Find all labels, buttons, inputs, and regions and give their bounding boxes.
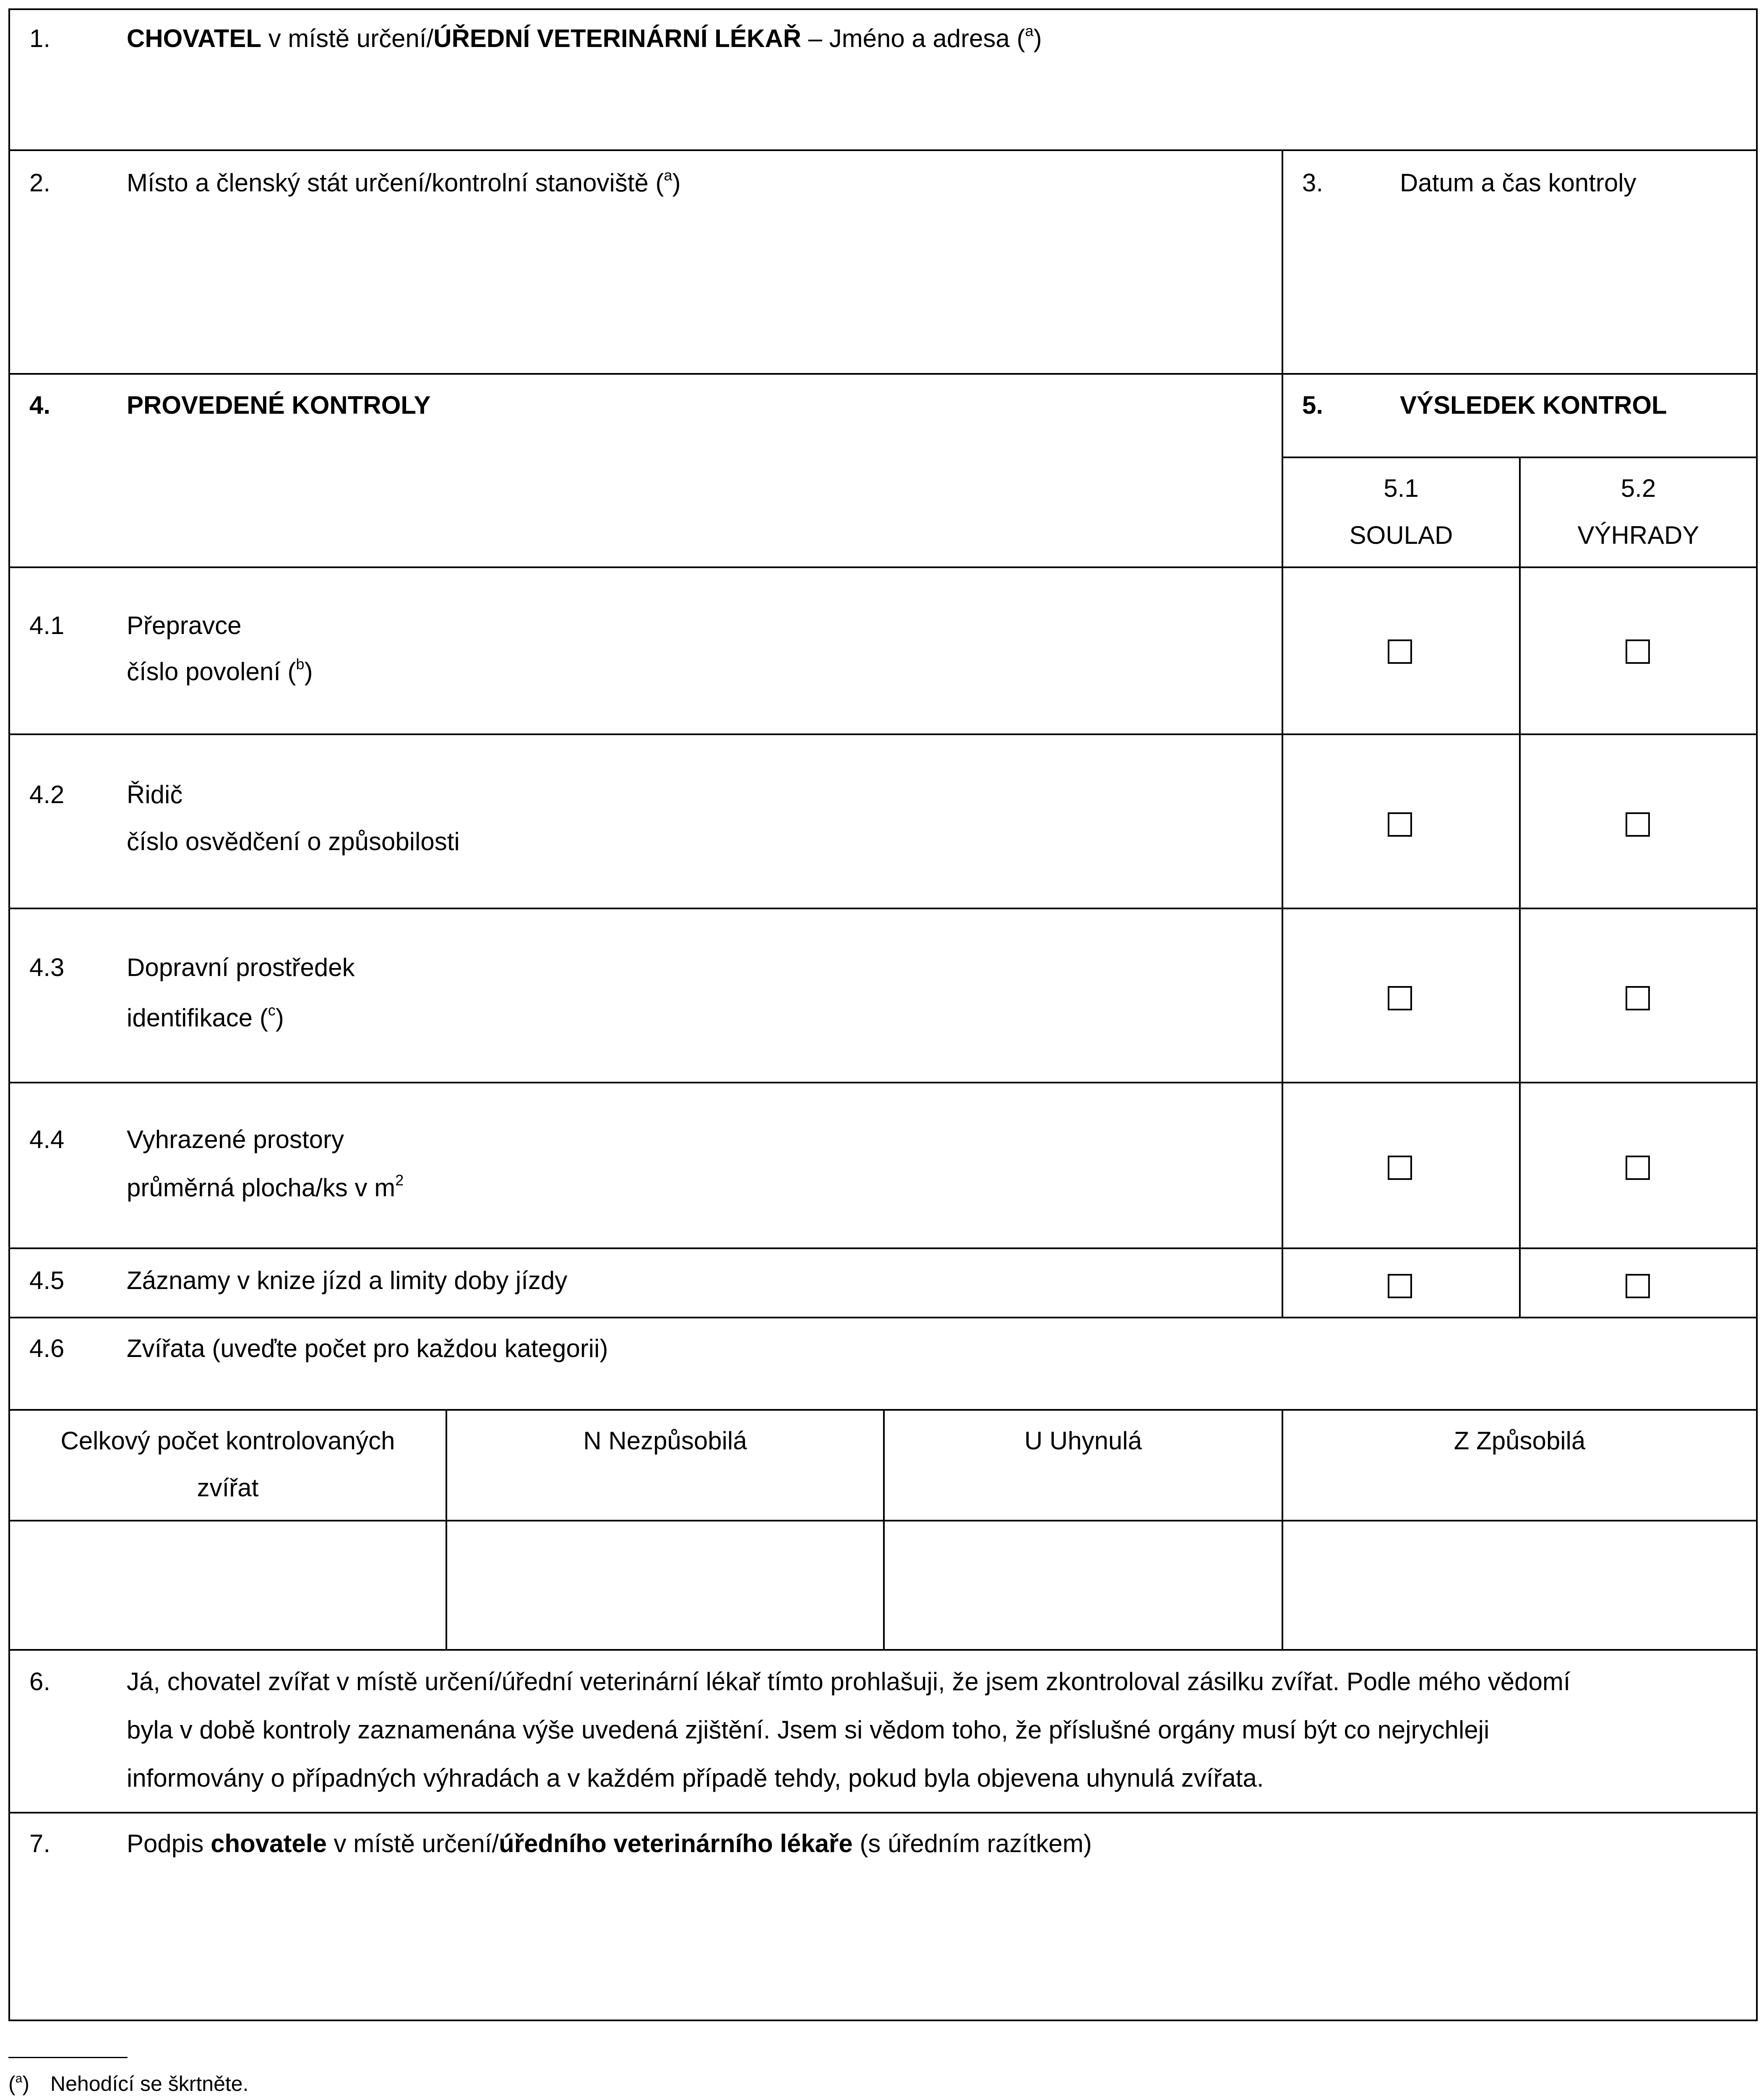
text: průměrná plocha/ks v m (127, 1174, 396, 1202)
row-title: Přepravce (127, 611, 242, 639)
rule (8, 1082, 1758, 1083)
col-reservations-label: VÝHRADY (1577, 521, 1699, 549)
declaration-text (127, 1657, 1746, 1802)
row-number: 4.1 (29, 611, 65, 639)
footnote-ref: c (268, 1002, 276, 1019)
col-compliance-label: SOULAD (1349, 521, 1453, 549)
footnote-ref: a (1025, 22, 1034, 39)
row-subtitle (127, 657, 313, 687)
row-number: 4.3 (29, 953, 65, 981)
bold-text: CHOVATEL (127, 24, 262, 52)
reservation-checkbox[interactable] (1626, 639, 1650, 664)
compliance-checkbox[interactable] (1388, 1156, 1412, 1180)
rule (8, 2020, 1758, 2021)
rule (8, 149, 1758, 151)
dead-field[interactable] (885, 1521, 1282, 1649)
total-animals-field[interactable] (10, 1521, 446, 1649)
col-dead: U Uhynulá (1024, 1427, 1142, 1455)
text: Podpis (127, 1829, 211, 1858)
compliance-checkbox[interactable] (1388, 812, 1412, 837)
rule (8, 8, 1758, 10)
compliance-checkbox[interactable] (1388, 639, 1412, 664)
section-3-number: 3. (1302, 169, 1324, 197)
col-total-animals: Celkový počet kontrolovaných (60, 1427, 395, 1455)
text: ) (304, 658, 313, 686)
text: ) (275, 1004, 284, 1032)
row-title: Řidič (127, 780, 183, 809)
text: ) (672, 169, 681, 197)
text: Místo a členský stát určení/kontrolní stanoviště ( (127, 169, 664, 197)
row-title: Dopravní prostředek (127, 953, 355, 981)
reservation-checkbox[interactable] (1626, 1274, 1650, 1298)
text: číslo povolení ( (127, 658, 296, 686)
section-1-label (127, 23, 1042, 54)
col-compliance-number: 5.1 (1384, 474, 1419, 502)
row-subtitle (127, 1003, 284, 1033)
declaration-line: byla v době kontroly zaznamenána výše uvedená zjištění. Jsem si vědom toho, že příslušné orgány musí být co nejrychleji (127, 1716, 1490, 1744)
compliance-checkbox[interactable] (1388, 986, 1412, 1010)
row-number: 4.4 (29, 1125, 65, 1153)
text: v místě určení/ (326, 1829, 499, 1858)
declaration-line: Já, chovatel zvířat v místě určení/úřední veterinární lékař tímto prohlašuji, že jsem zkontroloval zásilku zvířat. Podle mého vědomí (127, 1667, 1571, 1696)
animals-label: Zvířata (uveďte počet pro každou kategorii) (127, 1334, 608, 1362)
rule (8, 733, 1758, 735)
bold-text: ÚŘEDNÍ VETERINÁRNÍ LÉKAŘ (433, 24, 801, 52)
text: (s úředním razítkem) (852, 1829, 1092, 1858)
section-5-title: VÝSLEDEK KONTROL (1400, 391, 1667, 419)
section-7-label (127, 1829, 1092, 1859)
col-unfit: N Nezpůsobilá (583, 1427, 747, 1455)
unfit-field[interactable] (447, 1521, 883, 1649)
section-4-number: 4. (29, 391, 51, 419)
row-number: 4.5 (29, 1266, 65, 1294)
mark: a (15, 2072, 23, 2085)
fit-field[interactable] (1283, 1521, 1756, 1649)
text: ) (1033, 24, 1042, 52)
rule (1756, 8, 1758, 2021)
rule (8, 373, 1758, 375)
footnote (8, 2071, 249, 2096)
rule (1519, 457, 1521, 1318)
signature-field[interactable] (10, 1867, 1756, 2020)
section-2-number: 2. (29, 169, 51, 197)
reservation-checkbox[interactable] (1626, 1156, 1650, 1180)
bold-text: úředního veterinárního lékaře (499, 1829, 853, 1858)
section-4-title: PROVEDENÉ KONTROLY (127, 391, 431, 419)
section-3-label: Datum a čas kontroly (1400, 169, 1636, 197)
text: v místě určení/ (261, 24, 434, 52)
footnote-separator (8, 2057, 128, 2058)
row-number: 4.2 (29, 780, 65, 809)
text: identifikace ( (127, 1004, 268, 1032)
rule (8, 908, 1758, 909)
declaration-line: informovány o případných výhradách a v každém případě tehdy, pokud byla objevena uhynulá zvířata. (127, 1764, 1264, 1792)
text: číslo osvědčení o způsobilosti (127, 827, 460, 856)
section-5-number: 5. (1302, 391, 1324, 419)
row-subtitle (127, 827, 460, 857)
section-3-field[interactable] (1283, 206, 1756, 373)
footnote-ref: a (664, 167, 672, 184)
reservation-checkbox[interactable] (1626, 812, 1650, 837)
section-1-field[interactable] (10, 59, 1756, 149)
footnote-text: Nehodící se škrtněte. (50, 2072, 249, 2095)
section-2-field[interactable] (10, 206, 1281, 373)
compliance-checkbox[interactable] (1388, 1274, 1412, 1298)
reservation-checkbox[interactable] (1626, 986, 1650, 1010)
row-subtitle (127, 1173, 404, 1203)
row-number: 4.6 (29, 1334, 65, 1362)
rule (8, 1317, 1758, 1318)
section-1-number: 1. (29, 24, 51, 52)
section-2-label (127, 168, 681, 198)
col-total-animals-cont: zvířat (197, 1474, 259, 1502)
section-6-number: 6. (29, 1667, 51, 1696)
row-title: Vyhrazené prostory (127, 1125, 344, 1153)
col-fit: Z Způsobilá (1454, 1427, 1586, 1455)
paren: ) (22, 2072, 29, 2095)
col-reservations-number: 5.2 (1621, 474, 1656, 502)
text: – Jméno a adresa ( (801, 24, 1025, 52)
footnote-mark (8, 2072, 29, 2095)
rule (8, 1247, 1758, 1249)
bold-text: chovatele (211, 1829, 327, 1858)
superscript: 2 (395, 1172, 404, 1189)
rule (8, 1812, 1758, 1814)
footnote-ref: b (296, 655, 305, 673)
rule (8, 566, 1758, 568)
section-7-number: 7. (29, 1829, 51, 1858)
paren: ( (8, 2072, 16, 2095)
row-title: Záznamy v knize jízd a limity doby jízdy (127, 1266, 568, 1294)
